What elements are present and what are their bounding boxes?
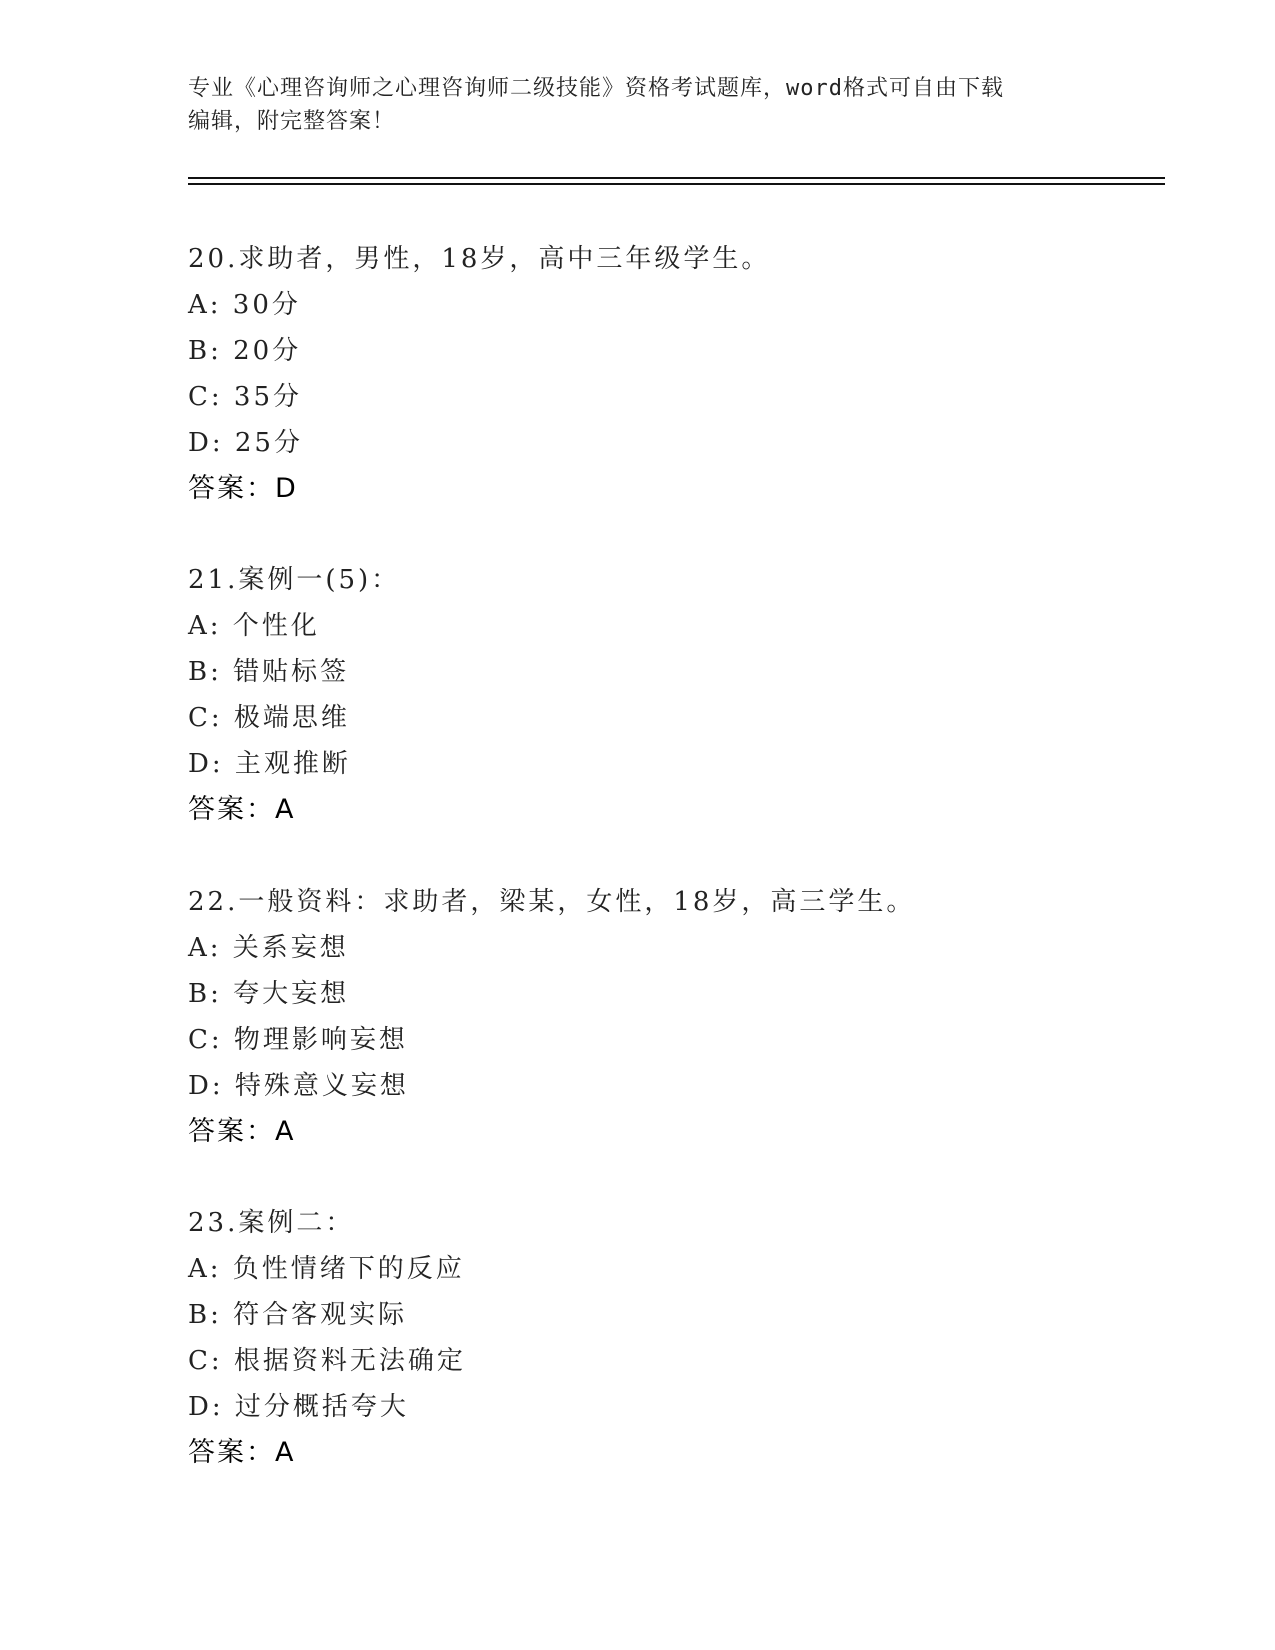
option-b: B: 夸大妄想 xyxy=(188,979,350,1009)
header-line-1: 专业《心理咨询师之心理咨询师二级技能》资格考试题库，word格式可自由下载 xyxy=(188,76,1004,101)
option-a: A: 负性情绪下的反应 xyxy=(188,1254,465,1284)
question-23 xyxy=(188,1200,1148,1476)
answer-line: 答案：A xyxy=(188,794,296,825)
option-a: A: 30分 xyxy=(188,290,301,320)
question-stem: 20.求助者，男性，18岁，高中三年级学生。 xyxy=(188,244,771,274)
answer-line: 答案：D xyxy=(188,473,298,504)
option-d: D: 特殊意义妄想 xyxy=(188,1071,409,1101)
option-c: C: 35分 xyxy=(188,382,303,412)
answer-line: 答案：A xyxy=(188,1116,296,1147)
option-c: C: 极端思维 xyxy=(188,703,350,733)
question-22 xyxy=(188,879,1148,1155)
option-d: D: 主观推断 xyxy=(188,749,351,779)
header-divider-bottom xyxy=(188,183,1165,185)
question-20 xyxy=(188,236,1148,512)
header-line-2: 编辑，附完整答案！ xyxy=(188,109,396,134)
option-d: D: 过分概括夸大 xyxy=(188,1392,409,1422)
question-21 xyxy=(188,557,1148,833)
option-c: C: 根据资料无法确定 xyxy=(188,1346,466,1376)
question-stem: 23.案例二： xyxy=(188,1208,355,1238)
option-b: B: 错贴标签 xyxy=(188,657,350,687)
answer-line: 答案：A xyxy=(188,1437,296,1468)
question-stem: 22.一般资料：求助者，梁某，女性，18岁，高三学生。 xyxy=(188,887,916,917)
option-c: C: 物理影响妄想 xyxy=(188,1025,408,1055)
option-b: B: 20分 xyxy=(188,336,302,366)
option-a: A: 个性化 xyxy=(188,611,320,641)
question-stem: 21.案例一(5)： xyxy=(188,565,401,595)
option-a: A: 关系妄想 xyxy=(188,933,349,963)
header-divider-top xyxy=(188,177,1165,179)
option-d: D: 25分 xyxy=(188,428,303,458)
option-b: B: 符合客观实际 xyxy=(188,1300,408,1330)
document-header xyxy=(188,72,1068,138)
